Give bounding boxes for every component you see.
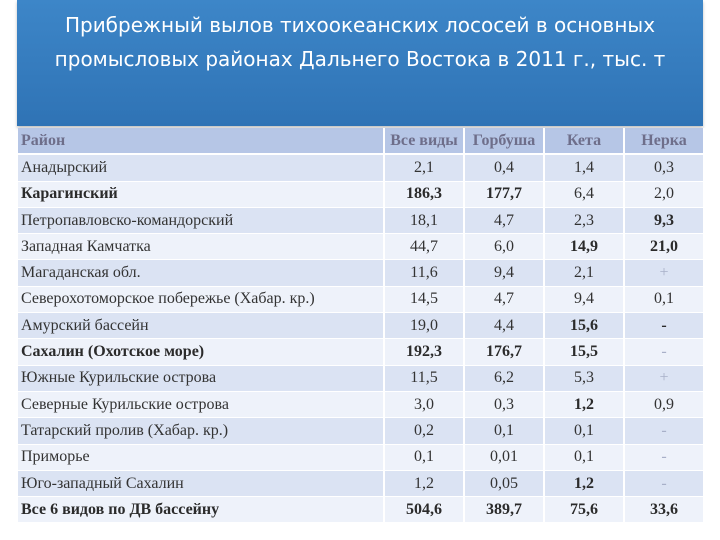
region-cell: Все 6 видов по ДВ бассейну [18,497,384,523]
value-cell: 0,1 [464,418,544,444]
value-cell: 0,01 [464,444,544,470]
value-cell: 1,4 [544,154,624,181]
region-cell: Татарский пролив (Хабар. кр.) [18,418,384,444]
value-cell: 177,7 [464,181,544,207]
value-cell: 5,3 [544,365,624,391]
table-row [18,286,704,312]
value-cell: 4,7 [464,207,544,233]
value-cell: 2,1 [384,154,464,181]
region-cell: Петропавловско-командорский [18,207,384,233]
value-cell: 389,7 [464,497,544,523]
value-cell: 1,2 [544,391,624,417]
value-cell: 3,0 [384,391,464,417]
value-cell: - [624,339,704,365]
region-cell: Сахалин (Охотское море) [18,339,384,365]
column-header-region: Район [18,128,384,154]
table-row [18,260,704,286]
value-cell: 19,0 [384,313,464,339]
value-cell: 4,4 [464,313,544,339]
table-row [18,497,704,523]
value-cell: + [624,365,704,391]
value-cell: 15,6 [544,313,624,339]
value-cell: 1,2 [544,470,624,496]
value-cell: 2,3 [544,207,624,233]
value-cell: - [624,313,704,339]
region-cell: Карагинский [18,181,384,207]
catch-table [18,128,705,523]
value-cell: - [624,444,704,470]
value-cell: + [624,260,704,286]
table-row [18,470,704,496]
region-cell: Амурский бассейн [18,313,384,339]
value-cell: 11,6 [384,260,464,286]
table-header-row [18,128,704,154]
table-row [18,365,704,391]
table-row [18,391,704,417]
value-cell: 15,5 [544,339,624,365]
value-cell: 0,1 [384,444,464,470]
table-row [18,181,704,207]
value-cell: 11,5 [384,365,464,391]
value-cell: 0,3 [624,154,704,181]
value-cell: 75,6 [544,497,624,523]
column-header-pink-salmon: Горбуша [464,128,544,154]
value-cell: 14,9 [544,234,624,260]
value-cell: 186,3 [384,181,464,207]
value-cell: 2,0 [624,181,704,207]
value-cell: 0,9 [624,391,704,417]
table-row [18,418,704,444]
table-row [18,234,704,260]
region-cell: Юго-западный Сахалин [18,470,384,496]
value-cell: 21,0 [624,234,704,260]
value-cell: 192,3 [384,339,464,365]
value-cell: 4,7 [464,286,544,312]
column-header-all-species: Все виды [384,128,464,154]
value-cell: 0,4 [464,154,544,181]
value-cell: 6,2 [464,365,544,391]
value-cell: 44,7 [384,234,464,260]
region-cell: Магаданская обл. [18,260,384,286]
column-header-sockeye-salmon: Нерка [624,128,704,154]
value-cell: 6,4 [544,181,624,207]
table-row [18,154,704,181]
value-cell: 6,0 [464,234,544,260]
region-cell: Анадырский [18,154,384,181]
region-cell: Северные Курильские острова [18,391,384,417]
value-cell: 504,6 [384,497,464,523]
table-row [18,207,704,233]
value-cell: 176,7 [464,339,544,365]
region-cell: Западная Камчатка [18,234,384,260]
value-cell: 0,1 [544,444,624,470]
region-cell: Приморье [18,444,384,470]
value-cell: - [624,418,704,444]
value-cell: 0,1 [624,286,704,312]
table-row [18,444,704,470]
page-title: Прибрежный вылов тихоокеанских лососей в основных промысловых районах Дальнего Востока в 2011 г., тыс. т [54,13,666,71]
region-cell: Южные Курильские острова [18,365,384,391]
value-cell: 9,4 [464,260,544,286]
column-header-chum-salmon: Кета [544,128,624,154]
table-container [18,128,704,523]
value-cell: 14,5 [384,286,464,312]
value-cell: 18,1 [384,207,464,233]
table-row [18,339,704,365]
value-cell: 9,3 [624,207,704,233]
value-cell: - [624,470,704,496]
value-cell: 0,2 [384,418,464,444]
value-cell: 1,2 [384,470,464,496]
value-cell: 33,6 [624,497,704,523]
value-cell: 9,4 [544,286,624,312]
region-cell: Северохотоморское побережье (Хабар. кр.) [18,286,384,312]
value-cell: 2,1 [544,260,624,286]
value-cell: 0,3 [464,391,544,417]
table-row [18,313,704,339]
value-cell: 0,05 [464,470,544,496]
value-cell: 0,1 [544,418,624,444]
